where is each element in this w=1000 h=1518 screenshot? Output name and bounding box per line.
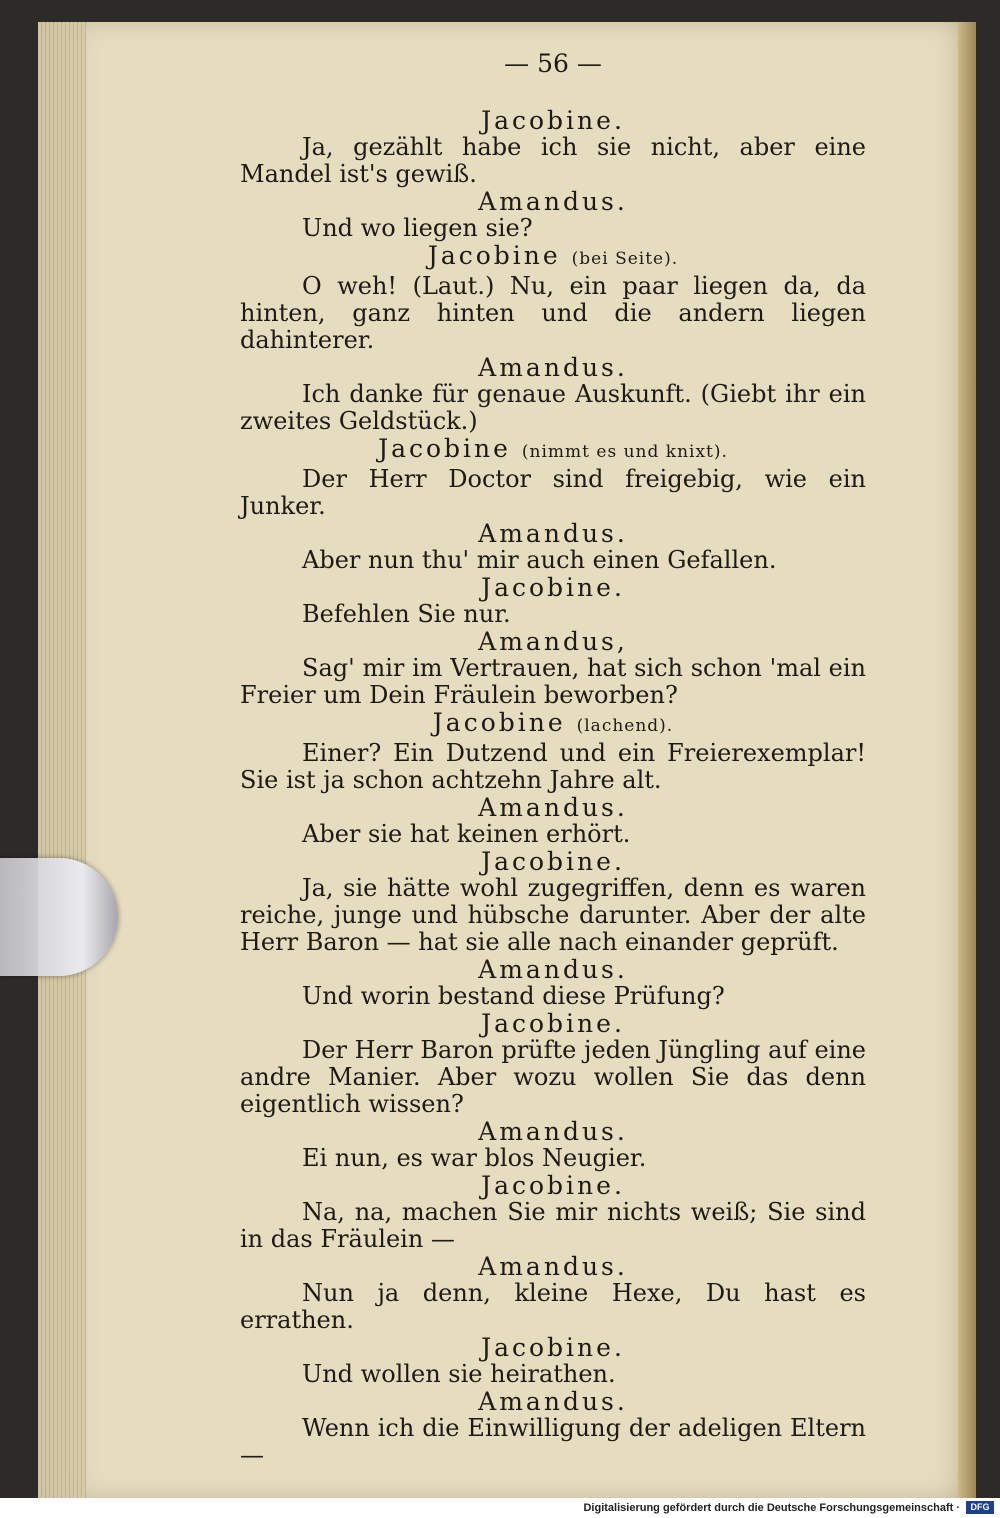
dialogue-block xyxy=(240,794,866,848)
speaker-name xyxy=(240,574,866,601)
dialogue-block xyxy=(240,435,866,520)
speaker-name xyxy=(240,1253,866,1280)
speaker-label: Amandus. xyxy=(478,955,628,984)
speaker-label: Amandus. xyxy=(478,1117,628,1146)
spoken-line: Ja, gezählt habe ich sie nicht, aber eine Mandel ist's gewiß. xyxy=(240,133,866,188)
stage-direction: (nimmt es und knixt). xyxy=(521,442,728,462)
speaker-label: Amandus. xyxy=(478,793,628,822)
stage-direction: (bei Seite). xyxy=(571,249,679,269)
speaker-name xyxy=(240,435,866,466)
page-number: — 56 — xyxy=(504,49,602,78)
speaker-label: Jacobine. xyxy=(481,1333,625,1362)
speaker-label: Amandus, xyxy=(478,627,628,656)
spoken-line: O weh! (Laut.) Nu, ein paar liegen da, da hinten, ganz hinten und die andern liegen dahinterer. xyxy=(240,272,866,354)
speaker-label: Jacobine xyxy=(427,241,561,270)
spoken-line: Einer? Ein Dutzend und ein Freierexemplar! Sie ist ja schon achtzehn Jahre alt. xyxy=(240,739,866,794)
speaker-label: Amandus. xyxy=(478,1387,628,1416)
speaker-name xyxy=(240,794,866,821)
speaker-label: Amandus. xyxy=(478,187,628,216)
page-stack-edge xyxy=(38,22,86,1498)
spoken-line: Der Herr Baron prüfte jeden Jüngling auf eine andre Manier. Aber wozu wollen Sie das denn eigentlich wissen? xyxy=(240,1036,866,1118)
speaker-label: Amandus. xyxy=(478,519,628,548)
speaker-name xyxy=(240,709,866,740)
book-spine-edge xyxy=(958,22,976,1498)
dialogue-block xyxy=(240,574,866,628)
dialogue-block xyxy=(240,956,866,1010)
dialogue-block xyxy=(240,1253,866,1334)
spoken-line: Sag' mir im Vertrauen, hat sich schon 'mal ein Freier um Dein Fräulein beworben? xyxy=(240,654,866,709)
speaker-name xyxy=(240,1388,866,1415)
speaker-label: Jacobine. xyxy=(481,1171,625,1200)
speaker-name xyxy=(240,354,866,381)
dialogue-block xyxy=(240,107,866,188)
speaker-name xyxy=(240,1172,866,1199)
speaker-label: Jacobine. xyxy=(481,1009,625,1038)
speaker-label: Jacobine. xyxy=(481,573,625,602)
dialogue-block xyxy=(240,1010,866,1118)
dialogue-block xyxy=(240,1388,866,1469)
dialogue-block xyxy=(240,1334,866,1388)
spoken-line: Befehlen Sie nur. xyxy=(302,600,511,628)
spoken-line: Ich danke für genaue Auskunft. (Giebt ihr ein zweites Geldstück.) xyxy=(240,380,866,435)
spoken-line: Und worin bestand diese Prüfung? xyxy=(302,982,725,1010)
spoken-line: Aber sie hat keinen erhört. xyxy=(302,820,631,848)
dialogue-block xyxy=(240,1172,866,1253)
dialogue-block xyxy=(240,1118,866,1172)
dialogue-block xyxy=(240,520,866,574)
spoken-line: Aber nun thu' mir auch einen Gefallen. xyxy=(302,546,777,574)
page-clip xyxy=(0,858,118,976)
speaker-name xyxy=(240,848,866,875)
speaker-name xyxy=(240,1334,866,1361)
speaker-label: Amandus. xyxy=(478,353,628,382)
dialogue-block xyxy=(240,354,866,435)
spoken-line: Nun ja denn, kleine Hexe, Du hast es errathen. xyxy=(240,1279,866,1334)
speaker-name xyxy=(240,242,866,273)
dialogue-block xyxy=(240,188,866,242)
speaker-label: Amandus. xyxy=(478,1252,628,1281)
speaker-name xyxy=(240,107,866,134)
speaker-label: Jacobine xyxy=(432,708,566,737)
footer-bar xyxy=(0,1498,1000,1518)
speaker-label: Jacobine. xyxy=(481,847,625,876)
spoken-line: Ei nun, es war blos Neugier. xyxy=(302,1144,647,1172)
stage-direction: (lachend). xyxy=(576,716,674,736)
dialogue-block xyxy=(240,628,866,709)
dfg-logo: DFG xyxy=(966,1501,994,1514)
dialogue-block xyxy=(240,242,866,354)
speaker-label: Jacobine xyxy=(378,434,511,463)
spoken-line: Ja, sie hätte wohl zugegriffen, denn es waren reiche, junge und hübsche darunter. Aber der alte Herr Baron — hat sie alle nach einander geprüft. xyxy=(240,874,866,956)
speaker-name xyxy=(240,520,866,547)
speaker-name xyxy=(240,1118,866,1145)
spoken-line: Der Herr Doctor sind freigebig, wie ein Junker. xyxy=(240,465,866,520)
funding-note: Digitalisierung gefördert durch die Deutsche Forschungsgemeinschaft · xyxy=(583,1502,960,1514)
dialogue-block xyxy=(240,848,866,956)
speaker-name xyxy=(240,956,866,983)
dialogue-block xyxy=(240,709,866,794)
spoken-line: Na, na, machen Sie mir nichts weiß; Sie sind in das Fräulein — xyxy=(240,1198,866,1253)
spoken-line: Und wo liegen sie? xyxy=(302,214,533,242)
spoken-line: Wenn ich die Einwilligung der adeligen Eltern — xyxy=(240,1414,866,1469)
spoken-line: Und wollen sie heirathen. xyxy=(302,1360,616,1388)
speaker-name xyxy=(240,628,866,655)
speaker-label: Jacobine. xyxy=(481,106,625,135)
speaker-name xyxy=(240,188,866,215)
dialogue xyxy=(240,107,866,1469)
page-text xyxy=(240,50,866,1469)
speaker-name xyxy=(240,1010,866,1037)
